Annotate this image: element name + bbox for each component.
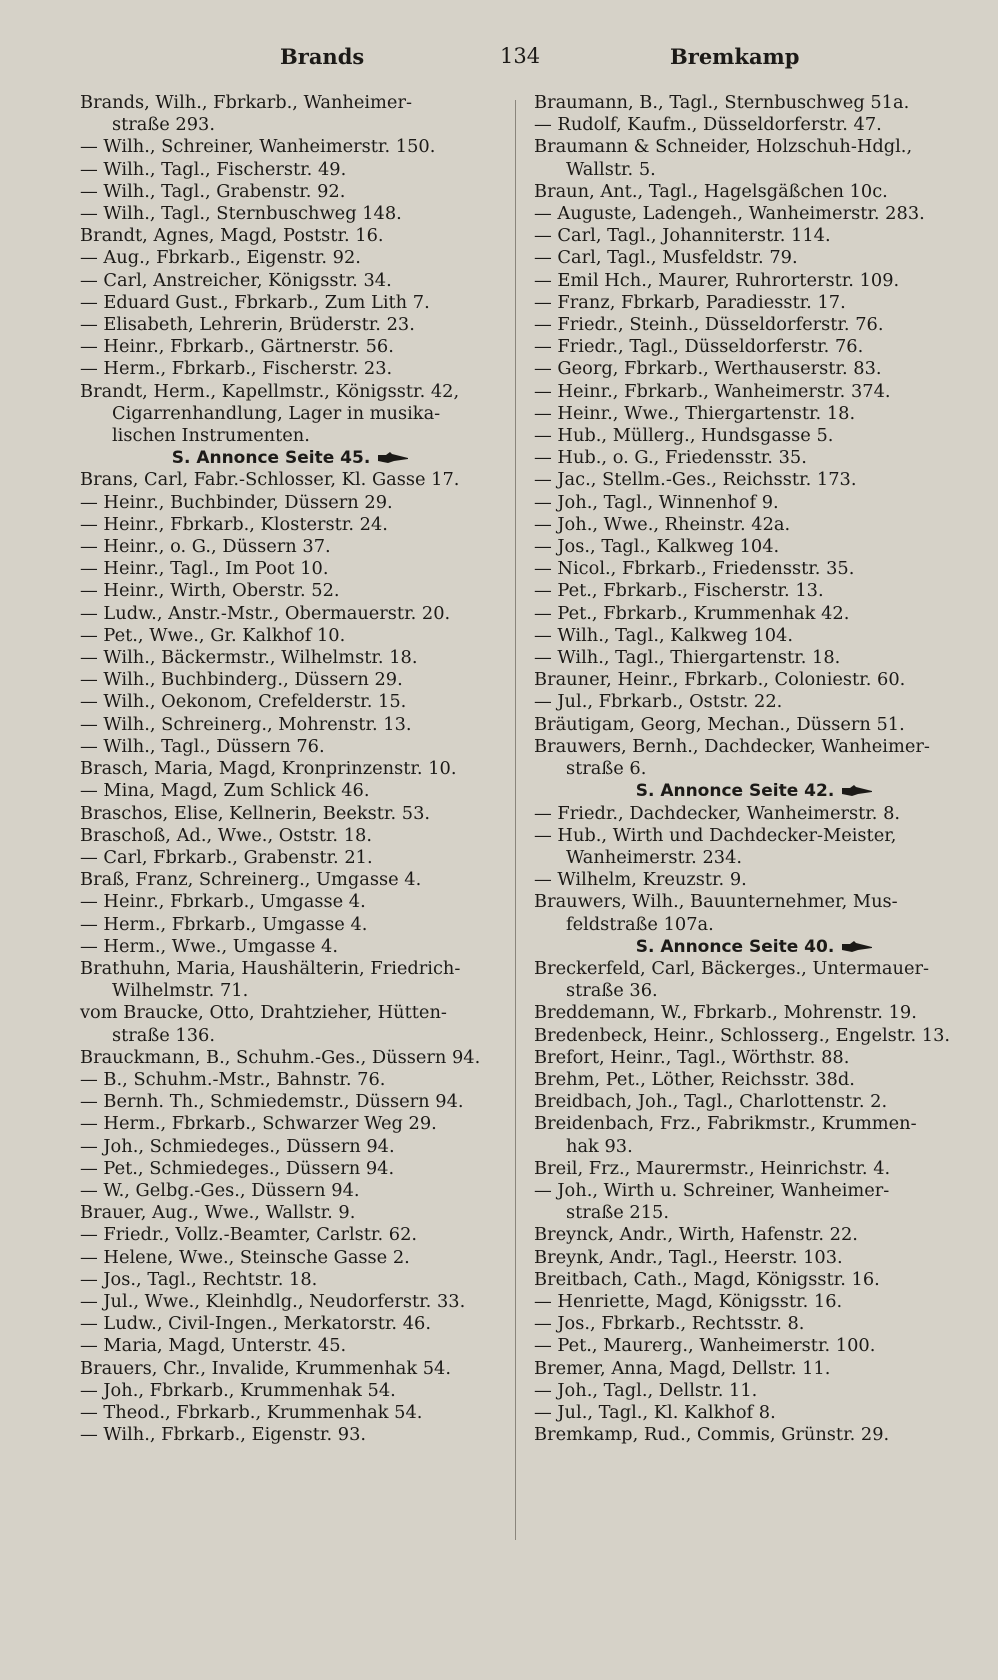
entry-text: Braun, Ant., Tagl., Hagelsgäßchen 10c. bbox=[534, 180, 888, 202]
entry-text: Brasch, Maria, Magd, Kronprinzenstr. 10. bbox=[80, 758, 457, 780]
entry-text: — Bernh. Th., Schmiedemstr., Düssern 94. bbox=[80, 1091, 464, 1113]
directory-entry bbox=[534, 469, 974, 491]
entry-text: — Joh., Fbrkarb., Krummenhak 54. bbox=[80, 1379, 396, 1401]
entry-text: — Wilh., Schreinerg., Mohrenstr. 13. bbox=[80, 713, 412, 735]
directory-entry bbox=[534, 980, 974, 1002]
entry-text: straße 293. bbox=[112, 114, 216, 136]
directory-entry bbox=[534, 1180, 974, 1202]
entry-text: — Ludw., Anstr.-Mstr., Obermauerstr. 20. bbox=[80, 602, 451, 624]
directory-entry bbox=[534, 492, 974, 514]
directory-entry bbox=[80, 736, 500, 758]
directory-entry bbox=[534, 1069, 974, 1091]
directory-entry bbox=[80, 1113, 500, 1135]
entry-text: — Wilh., Tagl., Sternbuschweg 148. bbox=[80, 203, 402, 225]
directory-entry bbox=[534, 1269, 974, 1291]
entry-text: — Heinr., Fbrkarb., Wanheimerstr. 374. bbox=[534, 380, 891, 402]
entry-text: — Mina, Magd, Zum Schlick 46. bbox=[80, 780, 370, 802]
entry-text: Breidbach, Joh., Tagl., Charlottenstr. 2. bbox=[534, 1091, 888, 1113]
directory-entry bbox=[534, 381, 974, 403]
directory-entry bbox=[534, 1047, 974, 1069]
entry-text: — Elisabeth, Lehrerin, Brüderstr. 23. bbox=[80, 314, 415, 336]
directory-entry bbox=[534, 403, 974, 425]
directory-entry bbox=[534, 1358, 974, 1380]
directory-entry bbox=[534, 691, 974, 713]
entry-text: — Joh., Tagl., Dellstr. 11. bbox=[534, 1379, 758, 1401]
entry-text: Brehm, Pet., Löther, Reichsstr. 38d. bbox=[534, 1068, 855, 1090]
directory-entry bbox=[80, 625, 500, 647]
directory-entry bbox=[534, 1136, 974, 1158]
entry-text: straße 6. bbox=[566, 758, 647, 780]
directory-entry bbox=[80, 691, 500, 713]
directory-entry bbox=[534, 1202, 974, 1224]
directory-entry bbox=[80, 492, 500, 514]
entry-text: Wilhelmstr. 71. bbox=[112, 980, 249, 1002]
entry-text: — Heinr., Buchbinder, Düssern 29. bbox=[80, 491, 393, 513]
directory-entry bbox=[534, 1335, 974, 1357]
pointing-hand-icon bbox=[842, 785, 872, 797]
entry-text: — Wilh., Bäckermstr., Wilhelmstr. 18. bbox=[80, 647, 418, 669]
directory-entry bbox=[534, 314, 974, 336]
directory-entry bbox=[80, 1091, 500, 1113]
entry-text: — Wilhelm, Kreuzstr. 9. bbox=[534, 869, 747, 891]
entry-text: Brauwers, Wilh., Bauunternehmer, Mus- bbox=[534, 891, 898, 913]
entry-text: — Joh., Schmiedeges., Düssern 94. bbox=[80, 1135, 395, 1157]
header-left-word: Brands bbox=[280, 44, 365, 69]
entry-text: — Wilh., Oekonom, Crefelderstr. 15. bbox=[80, 691, 407, 713]
directory-entry bbox=[534, 270, 974, 292]
entry-text: Brans, Carl, Fabr.-Schlosser, Kl. Gasse 17. bbox=[80, 469, 460, 491]
directory-entry bbox=[534, 847, 974, 869]
directory-entry bbox=[80, 1291, 500, 1313]
entry-text: S. Annonce Seite 40. bbox=[635, 936, 835, 957]
entry-text: — Herm., Wwe., Umgasse 4. bbox=[80, 935, 338, 957]
entry-text: Breckerfeld, Carl, Bäckerges., Untermauer- bbox=[534, 957, 929, 979]
entry-text: — Hub., Wirth und Dachdecker-Meister, bbox=[534, 824, 897, 846]
entry-text: Braumann, B., Tagl., Sternbuschweg 51a. bbox=[534, 92, 910, 113]
entry-text: — Hub., o. G., Friedensstr. 35. bbox=[534, 447, 807, 469]
entry-text: Braumann & Schneider, Holzschuh-Hdgl., bbox=[534, 136, 913, 158]
entry-text: — Theod., Fbrkarb., Krummenhak 54. bbox=[80, 1401, 423, 1423]
directory-entry bbox=[80, 1424, 500, 1446]
directory-entry bbox=[534, 580, 974, 602]
entry-text: straße 215. bbox=[566, 1202, 670, 1224]
entry-text: Wallstr. 5. bbox=[566, 158, 656, 180]
entry-text: — Jac., Stellm.-Ges., Reichsstr. 173. bbox=[534, 469, 857, 491]
directory-entry bbox=[534, 1025, 974, 1047]
entry-text: — Heinr., Fbrkarb., Umgasse 4. bbox=[80, 891, 366, 913]
right-column bbox=[534, 92, 974, 1446]
entry-text: — Friedr., Steinh., Düsseldorferstr. 76. bbox=[534, 314, 884, 336]
directory-entry bbox=[80, 292, 500, 314]
entry-text: — Friedr., Vollz.-Beamter, Carlstr. 62. bbox=[80, 1224, 418, 1246]
directory-entry bbox=[80, 1335, 500, 1357]
directory-entry bbox=[534, 736, 974, 758]
directory-entry bbox=[534, 425, 974, 447]
directory-entry bbox=[80, 1047, 500, 1069]
left-column bbox=[80, 92, 500, 1446]
entry-text: S. Annonce Seite 42. bbox=[635, 781, 835, 802]
entry-text: — Heinr., Wirth, Oberstr. 52. bbox=[80, 580, 340, 602]
directory-entry bbox=[80, 758, 500, 780]
entry-text: — Pet., Fbrkarb., Fischerstr. 13. bbox=[534, 580, 824, 602]
directory-entry bbox=[534, 625, 974, 647]
directory-entry bbox=[80, 1269, 500, 1291]
directory-entry bbox=[80, 159, 500, 181]
directory-entry bbox=[80, 469, 500, 491]
directory-entry bbox=[534, 869, 974, 891]
header-right-word: Bremkamp bbox=[670, 44, 800, 69]
directory-entry bbox=[534, 647, 974, 669]
entry-text: Breynck, Andr., Wirth, Hafenstr. 22. bbox=[534, 1224, 858, 1246]
entry-text: — Heinr., o. G., Düssern 37. bbox=[80, 536, 331, 558]
entry-text: — Pet., Maurerg., Wanheimerstr. 100. bbox=[534, 1335, 876, 1357]
directory-entry bbox=[534, 1002, 974, 1024]
directory-entry bbox=[80, 1002, 500, 1024]
entry-text: — Herm., Fbrkarb., Umgasse 4. bbox=[80, 913, 368, 935]
entry-text: feldstraße 107a. bbox=[566, 913, 714, 935]
directory-entry bbox=[534, 1291, 974, 1313]
page-header bbox=[80, 44, 800, 74]
entry-text: — W., Gelbg.-Ges., Düssern 94. bbox=[80, 1179, 360, 1201]
directory-entry bbox=[80, 869, 500, 891]
entry-text: Brauer, Aug., Wwe., Wallstr. 9. bbox=[80, 1202, 356, 1224]
directory-entry bbox=[80, 247, 500, 269]
directory-entry bbox=[534, 914, 974, 936]
directory-entry bbox=[80, 803, 500, 825]
directory-entry bbox=[80, 1358, 500, 1380]
entry-text: — Joh., Tagl., Winnenhof 9. bbox=[534, 491, 779, 513]
directory-entry bbox=[534, 669, 974, 691]
directory-entry bbox=[534, 92, 974, 114]
directory-entry bbox=[534, 958, 974, 980]
entry-text: — Pet., Wwe., Gr. Kalkhof 10. bbox=[80, 624, 346, 646]
directory-entry bbox=[80, 580, 500, 602]
entry-text: — Carl, Fbrkarb., Grabenstr. 21. bbox=[80, 846, 373, 868]
entry-text: — Wilh., Tagl., Fischerstr. 49. bbox=[80, 158, 347, 180]
directory-entry bbox=[80, 1380, 500, 1402]
directory-entry bbox=[534, 891, 974, 913]
directory-entry bbox=[534, 1091, 974, 1113]
entry-text: — Jos., Tagl., Kalkweg 104. bbox=[534, 536, 780, 558]
entry-text: — Rudolf, Kaufm., Düsseldorferstr. 47. bbox=[534, 114, 882, 136]
entry-text: — Friedr., Tagl., Düsseldorferstr. 76. bbox=[534, 336, 864, 358]
entry-text: — Jul., Tagl., Kl. Kalkhof 8. bbox=[534, 1401, 776, 1423]
entry-text: Brandt, Agnes, Magd, Poststr. 16. bbox=[80, 225, 384, 247]
directory-entry bbox=[534, 758, 974, 780]
directory-entry bbox=[80, 847, 500, 869]
directory-entry bbox=[534, 714, 974, 736]
directory-entry bbox=[80, 270, 500, 292]
directory-entry bbox=[80, 514, 500, 536]
pointing-hand-icon bbox=[842, 941, 872, 953]
entry-text: — Wilh., Buchbinderg., Düssern 29. bbox=[80, 669, 403, 691]
entry-text: — Pet., Schmiedeges., Düssern 94. bbox=[80, 1157, 395, 1179]
entry-text: Brauwers, Bernh., Dachdecker, Wanheimer- bbox=[534, 735, 930, 757]
directory-entry bbox=[80, 1136, 500, 1158]
directory-entry bbox=[534, 225, 974, 247]
entry-text: — B., Schuhm.-Mstr., Bahnstr. 76. bbox=[80, 1068, 386, 1090]
entry-text: — Wilh., Tagl., Thiergartenstr. 18. bbox=[534, 647, 841, 669]
entry-text: — Joh., Wirth u. Schreiner, Wanheimer- bbox=[534, 1179, 890, 1201]
entry-text: Bredenbeck, Heinr., Schlosserg., Engelstr. 13. bbox=[534, 1024, 951, 1046]
directory-entry bbox=[80, 536, 500, 558]
entry-text: straße 36. bbox=[566, 980, 658, 1002]
directory-entry bbox=[534, 1424, 974, 1446]
entry-text: Brauner, Heinr., Fbrkarb., Coloniestr. 60. bbox=[534, 669, 906, 691]
directory-entry bbox=[534, 1380, 974, 1402]
entry-text: Braß, Franz, Schreinerg., Umgasse 4. bbox=[80, 869, 422, 891]
directory-entry bbox=[80, 203, 500, 225]
directory-entry bbox=[80, 980, 500, 1002]
directory-entry bbox=[80, 958, 500, 980]
entry-text: Brandt, Herm., Kapellmstr., Königsstr. 42, bbox=[80, 380, 460, 402]
entry-text: — Wilh., Tagl., Grabenstr. 92. bbox=[80, 180, 346, 202]
directory-entry bbox=[80, 181, 500, 203]
entry-text: Braschoß, Ad., Wwe., Oststr. 18. bbox=[80, 824, 372, 846]
entry-text: — Wilh., Schreiner, Wanheimerstr. 150. bbox=[80, 136, 436, 158]
directory-entry bbox=[80, 92, 500, 114]
entry-text: — Eduard Gust., Fbrkarb., Zum Lith 7. bbox=[80, 291, 430, 313]
entry-text: — Heinr., Tagl., Im Poot 10. bbox=[80, 558, 329, 580]
directory-entry bbox=[80, 1158, 500, 1180]
entry-text: Brauckmann, B., Schuhm.-Ges., Düssern 94. bbox=[80, 1046, 481, 1068]
directory-entry bbox=[534, 358, 974, 380]
directory-entry bbox=[534, 292, 974, 314]
entry-text: vom Braucke, Otto, Drahtzieher, Hütten- bbox=[80, 1002, 447, 1024]
entry-text: — Carl, Anstreicher, Königsstr. 34. bbox=[80, 269, 392, 291]
directory-entry bbox=[534, 1313, 974, 1335]
directory-entry bbox=[80, 669, 500, 691]
directory-entry bbox=[80, 314, 500, 336]
directory-entry bbox=[80, 891, 500, 913]
page-number: 134 bbox=[500, 44, 541, 68]
entry-text: — Maria, Magd, Unterstr. 45. bbox=[80, 1335, 347, 1357]
entry-text: — Henriette, Magd, Königsstr. 16. bbox=[534, 1290, 843, 1312]
annonce-reference bbox=[534, 936, 974, 958]
directory-entry bbox=[534, 1224, 974, 1246]
entry-text: Brands, Wilh., Fbrkarb., Wanheimer- bbox=[80, 92, 412, 113]
entry-text: — Heinr., Fbrkarb., Gärtnerstr. 56. bbox=[80, 336, 394, 358]
directory-entry bbox=[534, 114, 974, 136]
entry-text: — Friedr., Dachdecker, Wanheimerstr. 8. bbox=[534, 802, 901, 824]
entry-text: Braschos, Elise, Kellnerin, Beekstr. 53. bbox=[80, 802, 431, 824]
directory-entry bbox=[80, 1202, 500, 1224]
entry-text: Cigarrenhandlung, Lager in musika- bbox=[112, 402, 441, 424]
entry-text: Brefort, Heinr., Tagl., Wörthstr. 88. bbox=[534, 1046, 850, 1068]
entry-text: Bremkamp, Rud., Commis, Grünstr. 29. bbox=[534, 1424, 890, 1446]
entry-text: — Auguste, Ladengeh., Wanheimerstr. 283. bbox=[534, 203, 925, 225]
entry-text: — Helene, Wwe., Steinsche Gasse 2. bbox=[80, 1246, 410, 1268]
entry-text: Bräutigam, Georg, Mechan., Düssern 51. bbox=[534, 713, 905, 735]
directory-entry bbox=[534, 159, 974, 181]
directory-entry bbox=[80, 381, 500, 403]
column-divider bbox=[515, 100, 516, 1540]
entry-text: — Jul., Wwe., Kleinhdlg., Neudorferstr. 33. bbox=[80, 1290, 466, 1312]
annonce-reference bbox=[80, 447, 500, 469]
entry-text: straße 136. bbox=[112, 1024, 216, 1046]
entry-text: Bremer, Anna, Magd, Dellstr. 11. bbox=[534, 1357, 831, 1379]
entry-text: — Wilh., Tagl., Düssern 76. bbox=[80, 735, 325, 757]
directory-entry bbox=[534, 181, 974, 203]
directory-entry bbox=[80, 1025, 500, 1047]
directory-entry bbox=[534, 203, 974, 225]
entry-text: Brathuhn, Maria, Haushälterin, Friedrich- bbox=[80, 957, 461, 979]
entry-text: — Aug., Fbrkarb., Eigenstr. 92. bbox=[80, 247, 361, 269]
entry-text: — Ludw., Civil-Ingen., Merkatorstr. 46. bbox=[80, 1313, 432, 1335]
directory-entry bbox=[80, 647, 500, 669]
directory-entry bbox=[80, 714, 500, 736]
entry-text: — Pet., Fbrkarb., Krummenhak 42. bbox=[534, 602, 850, 624]
entry-text: — Jos., Fbrkarb., Rechtsstr. 8. bbox=[534, 1313, 805, 1335]
directory-entry bbox=[80, 1224, 500, 1246]
directory-entry bbox=[80, 425, 500, 447]
directory-entry bbox=[80, 780, 500, 802]
directory-entry bbox=[80, 403, 500, 425]
directory-entry bbox=[80, 358, 500, 380]
directory-entry bbox=[534, 1113, 974, 1135]
entry-text: — Herm., Fbrkarb., Fischerstr. 23. bbox=[80, 358, 393, 380]
entry-text: — Joh., Wwe., Rheinstr. 42a. bbox=[534, 513, 791, 535]
entry-text: Wanheimerstr. 234. bbox=[566, 846, 743, 868]
directory-entry bbox=[80, 336, 500, 358]
entry-text: Breidenbach, Frz., Fabrikmstr., Krummen- bbox=[534, 1113, 917, 1135]
directory-entry bbox=[534, 536, 974, 558]
directory-entry bbox=[80, 225, 500, 247]
directory-entry bbox=[80, 936, 500, 958]
entry-text: Brauers, Chr., Invalide, Krummenhak 54. bbox=[80, 1357, 452, 1379]
directory-entry bbox=[80, 825, 500, 847]
entry-text: — Herm., Fbrkarb., Schwarzer Weg 29. bbox=[80, 1113, 437, 1135]
entry-text: hak 93. bbox=[566, 1135, 633, 1157]
directory-entry bbox=[80, 914, 500, 936]
pointing-hand-icon bbox=[378, 452, 408, 464]
entry-text: — Wilh., Fbrkarb., Eigenstr. 93. bbox=[80, 1424, 367, 1446]
entry-text: — Heinr., Wwe., Thiergartenstr. 18. bbox=[534, 402, 856, 424]
directory-entry bbox=[534, 336, 974, 358]
directory-entry bbox=[80, 114, 500, 136]
directory-entry bbox=[80, 1313, 500, 1335]
entry-text: — Carl, Tagl., Johanniterstr. 114. bbox=[534, 225, 831, 247]
directory-entry bbox=[534, 514, 974, 536]
entry-text: Breddemann, W., Fbrkarb., Mohrenstr. 19. bbox=[534, 1002, 917, 1024]
directory-entry bbox=[534, 136, 974, 158]
entry-text: lischen Instrumenten. bbox=[112, 425, 310, 447]
directory-entry bbox=[534, 247, 974, 269]
entry-text: Breynk, Andr., Tagl., Heerstr. 103. bbox=[534, 1246, 843, 1268]
directory-entry bbox=[80, 1247, 500, 1269]
entry-text: — Emil Hch., Maurer, Ruhrorterstr. 109. bbox=[534, 269, 900, 291]
entry-text: — Hub., Müllerg., Hundsgasse 5. bbox=[534, 425, 834, 447]
entry-text: S. Annonce Seite 45. bbox=[171, 448, 371, 469]
directory-entry bbox=[80, 1180, 500, 1202]
directory-entry bbox=[534, 825, 974, 847]
directory-entry bbox=[534, 447, 974, 469]
entry-text: — Nicol., Fbrkarb., Friedensstr. 35. bbox=[534, 558, 855, 580]
entry-text: Breitbach, Cath., Magd, Königsstr. 16. bbox=[534, 1268, 880, 1290]
directory-entry bbox=[534, 1158, 974, 1180]
entry-text: — Wilh., Tagl., Kalkweg 104. bbox=[534, 624, 793, 646]
entry-text: — Georg, Fbrkarb., Werthauserstr. 83. bbox=[534, 358, 882, 380]
annonce-reference bbox=[534, 780, 974, 802]
directory-entry bbox=[534, 558, 974, 580]
directory-entry bbox=[534, 803, 974, 825]
directory-entry bbox=[80, 558, 500, 580]
directory-entry bbox=[80, 603, 500, 625]
directory-entry bbox=[534, 1402, 974, 1424]
entry-text: — Jul., Fbrkarb., Oststr. 22. bbox=[534, 691, 783, 713]
entry-text: Breil, Frz., Maurermstr., Heinrichstr. 4. bbox=[534, 1157, 891, 1179]
entry-text: — Carl, Tagl., Musfeldstr. 79. bbox=[534, 247, 798, 269]
entry-text: — Heinr., Fbrkarb., Klosterstr. 24. bbox=[80, 513, 388, 535]
directory-entry bbox=[534, 1247, 974, 1269]
directory-entry bbox=[534, 603, 974, 625]
entry-text: — Jos., Tagl., Rechtstr. 18. bbox=[80, 1268, 318, 1290]
directory-entry bbox=[80, 1069, 500, 1091]
directory-entry bbox=[80, 136, 500, 158]
entry-text: — Franz, Fbrkarb, Paradiesstr. 17. bbox=[534, 291, 846, 313]
directory-entry bbox=[80, 1402, 500, 1424]
